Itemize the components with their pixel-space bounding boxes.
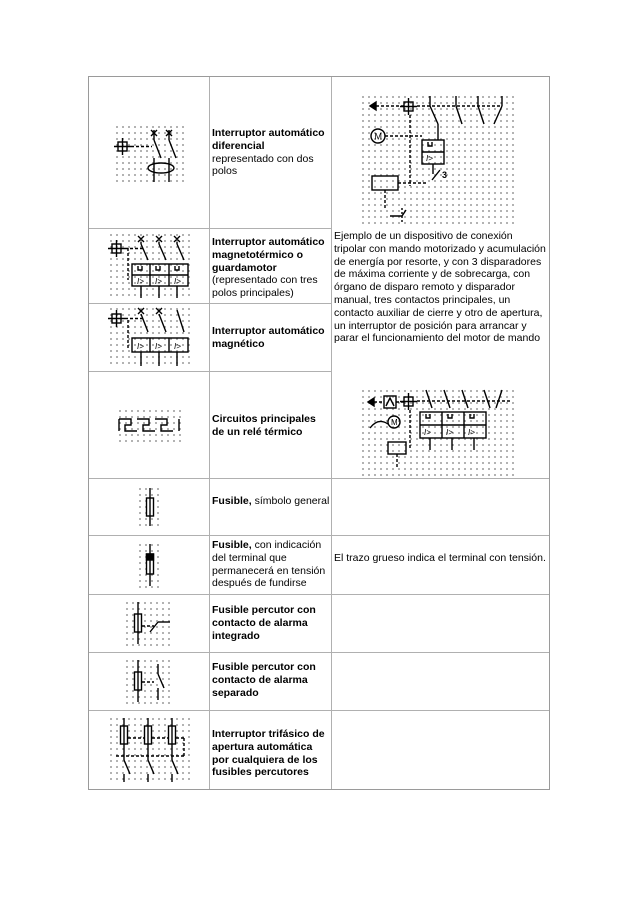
striker-fuse-separate-alarm-icon xyxy=(124,658,174,704)
row-5-text xyxy=(212,495,330,508)
striker-fuse-integrated-alarm-icon xyxy=(124,600,174,646)
row-1-desc: representado con dos polos xyxy=(212,152,314,178)
row-divider xyxy=(89,535,549,536)
row-5-title: Fusible, xyxy=(212,495,252,507)
fuse-general-icon xyxy=(137,486,163,528)
row-7-text xyxy=(212,604,330,642)
row-9-text xyxy=(212,728,330,779)
row-6-desc: con indicación del terminal que permanecerá en tensión después de fundirse xyxy=(212,539,326,590)
column-divider-2 xyxy=(331,77,332,789)
svg-text:I>: I> xyxy=(174,342,181,351)
row-divider xyxy=(89,594,549,595)
svg-text:I>: I> xyxy=(137,277,144,286)
row-9-title: Interruptor trifásico de apertura automática por cualquiera de los fusibles percutores xyxy=(212,728,325,779)
count-label: 3 xyxy=(442,170,448,180)
row-4-text xyxy=(212,413,330,439)
fuse-live-terminal-icon xyxy=(137,542,163,588)
magnetic-breaker-icon xyxy=(108,306,194,368)
row-divider xyxy=(89,371,331,372)
motorized-device-example-diagram xyxy=(360,94,516,224)
row-2-title: Interruptor automático magnetotérmico o guardamotor xyxy=(212,236,325,274)
live-terminal-note: El trazo grueso indica el terminal con tensión. xyxy=(334,552,546,564)
svg-text:I>: I> xyxy=(426,154,433,163)
row-divider xyxy=(89,478,549,479)
motorized-example-text: Ejemplo de un dispositivo de conexión tripolar con mando motorizado y acumulación de energía por resorte, y con 3 disparadores de máxima corriente y de sobrecarga, con órgano de disparo remoto y disparador manual, tres contactos principales, un contacto auxiliar de cierre y otro de apertura, un interruptor de posición para arrancar y parar el funcionamiento del motor de mando xyxy=(334,230,546,345)
svg-text:I>: I> xyxy=(155,277,162,286)
thermal-magnetic-breaker-3-pole-icon xyxy=(108,232,194,300)
row-5-desc: símbolo general xyxy=(254,495,330,507)
row-3-title: Interruptor automático magnético xyxy=(212,325,325,350)
row-6-title: Fusible, xyxy=(212,539,252,551)
row-8-text xyxy=(212,661,330,699)
row-2-desc: (representado con tres polos principales) xyxy=(212,274,318,300)
three-phase-switch-striker-fuses-icon xyxy=(108,716,192,784)
column-divider-1 xyxy=(209,77,210,789)
row-divider xyxy=(89,303,331,304)
row-divider xyxy=(89,710,549,711)
row-divider xyxy=(89,228,331,229)
svg-text:I>: I> xyxy=(446,428,453,437)
row-4-title: Circuitos principales de un relé térmico xyxy=(212,413,316,438)
svg-text:M: M xyxy=(391,418,398,427)
row-1-text xyxy=(212,127,330,178)
motor-label: M xyxy=(374,131,382,142)
differential-breaker-2-pole-icon xyxy=(114,124,186,184)
row-1-title: Interruptor automático diferencial xyxy=(212,127,325,152)
row-8-title: Fusible percutor con contacto de alarma separado xyxy=(212,661,316,699)
svg-text:I>: I> xyxy=(468,428,475,437)
thermal-relay-main-circuits-icon xyxy=(117,408,183,442)
svg-text:I>: I> xyxy=(424,428,431,437)
row-divider xyxy=(89,652,549,653)
row-3-text xyxy=(212,325,330,351)
svg-text:I>: I> xyxy=(174,277,181,286)
motorized-device-example-diagram-2 xyxy=(360,388,516,476)
svg-text:I>: I> xyxy=(137,342,144,351)
svg-text:I>: I> xyxy=(155,342,162,351)
row-7-title: Fusible percutor con contacto de alarma integrado xyxy=(212,604,316,642)
row-2-text xyxy=(212,236,330,300)
row-6-text xyxy=(212,539,330,590)
